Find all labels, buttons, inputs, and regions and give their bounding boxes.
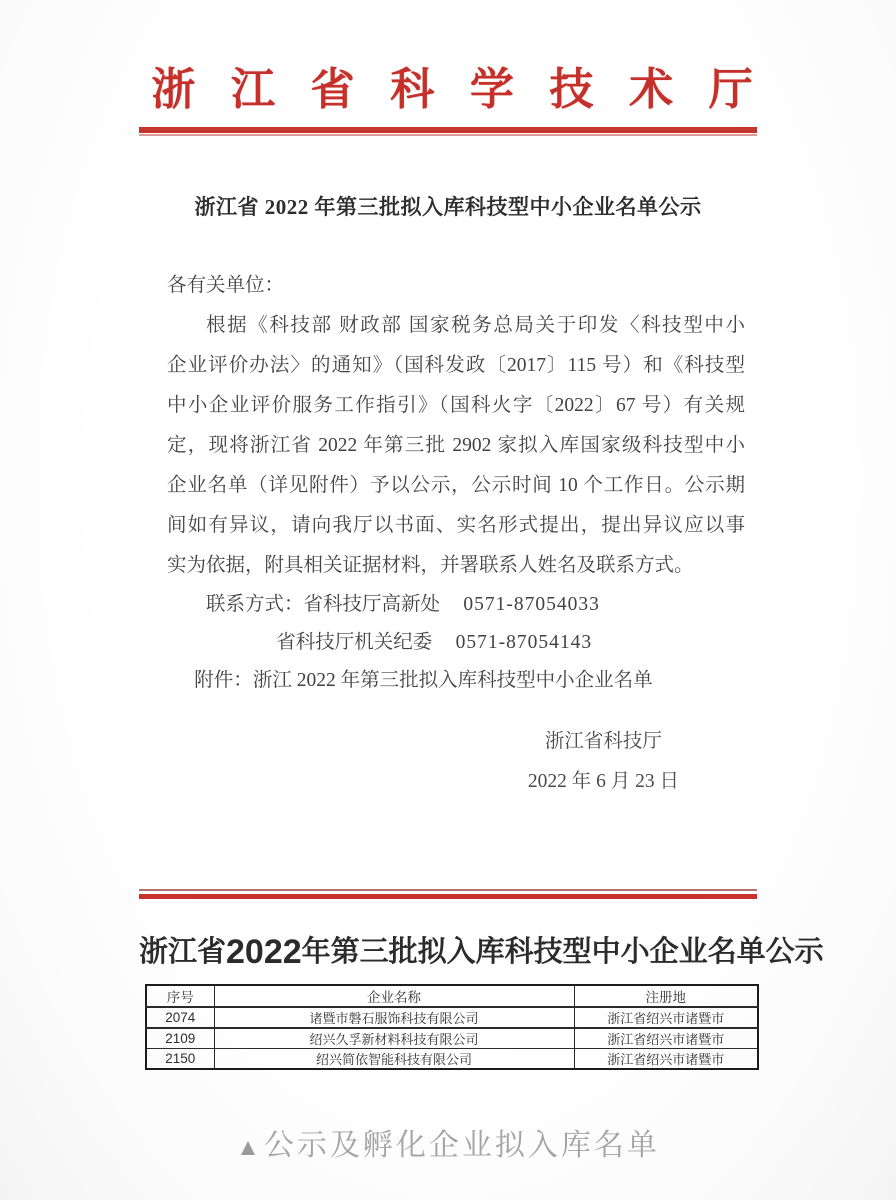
table-row (146, 1007, 758, 1028)
list-title-suffix: 年第三批拟入库科技型中小企业名单公示 (301, 936, 824, 968)
photo-caption (139, 1126, 757, 1168)
body-line: 企业名单（详见附件）予以公示，公示时间 10 个工作日。公示期 (167, 475, 745, 496)
signature-issuer: 浙江省科技厅 (544, 731, 662, 752)
divider-rule-thin (139, 889, 757, 891)
notice-title: 浙江省 2022 年第三批拟入库科技型中小企业名单公示 (194, 195, 702, 219)
body-line: 实为依据，附具相关证据材料，并署联系人姓名及联系方式。 (167, 555, 694, 576)
contact-label: 联系方式： (206, 594, 304, 615)
col-header-company: 企业名称 (214, 985, 574, 1007)
body-line: 间如有异议，请向我厅以书面、实名形式提出，提出异议应以事 (167, 515, 745, 536)
letterhead-rule (139, 127, 757, 136)
cell-company: 绍兴久孚新材料科技有限公司 (214, 1028, 574, 1049)
body-line: 根据《科技部 财政部 国家税务总局关于印发〈科技型中小 (206, 315, 745, 336)
attachment-text: 浙江 2022 年第三批拟入库科技型中小企业名单 (252, 670, 653, 691)
cell-company: 绍兴简依智能科技有限公司 (214, 1049, 574, 1070)
salutation: 各有关单位： (167, 275, 285, 296)
attachment-label: 附件： (194, 670, 253, 691)
body-line: 企业评价办法〉的通知》（国科发政〔2017〕115 号）和《科技型 (167, 355, 745, 376)
signature-block (528, 722, 679, 802)
contact-phone: 0571-87054033 (463, 594, 600, 615)
table-header-row (146, 985, 758, 1007)
cell-location: 浙江省绍兴市诸暨市 (574, 1049, 758, 1070)
contact-line-1 (167, 586, 745, 624)
divider-rule-thick (139, 894, 757, 899)
list-section-title (139, 932, 824, 972)
cell-seq: 2074 (146, 1007, 214, 1028)
contact-line-2 (167, 624, 745, 662)
cell-seq: 2109 (146, 1028, 214, 1049)
caption-text: 公示及孵化企业拟入库名单 (263, 1129, 660, 1162)
cell-location: 浙江省绍兴市诸暨市 (574, 1007, 758, 1028)
body-line: 中小企业评价服务工作指引》（国科火字〔2022〕67 号）有关规 (167, 395, 745, 416)
contact-phone: 0571-87054143 (455, 632, 593, 653)
attachment-line (167, 662, 745, 700)
col-header-seq: 序号 (146, 985, 214, 1007)
cell-company: 诸暨市磐石服饰科技有限公司 (214, 1007, 574, 1028)
list-title-year: 2022 (226, 933, 302, 971)
col-header-location: 注册地 (574, 985, 758, 1007)
letterhead-agency-name: 浙 江 省 科 学 技 术 厅 (151, 65, 766, 114)
contact-department: 省科技厅机关纪委 (276, 632, 433, 653)
cell-seq: 2150 (146, 1049, 214, 1070)
body-line: 定，现将浙江省 2022 年第三批 2902 家拟入库国家级科技型中小 (167, 435, 745, 456)
triangle-marker-icon: ▲ (236, 1134, 260, 1161)
section-divider-rule (139, 889, 757, 899)
contact-department: 省科技厅高新处 (303, 594, 441, 615)
companies-table (145, 984, 759, 1070)
signature-date: 2022 年 6 月 23 日 (527, 771, 679, 792)
table-row (146, 1028, 758, 1049)
letterhead-rule-thin (139, 134, 757, 136)
list-title-prefix: 浙江省 (139, 936, 227, 968)
table-row (146, 1049, 758, 1070)
notice-body (167, 266, 745, 700)
letterhead-rule-thick (139, 127, 757, 133)
cell-location: 浙江省绍兴市诸暨市 (574, 1028, 758, 1049)
